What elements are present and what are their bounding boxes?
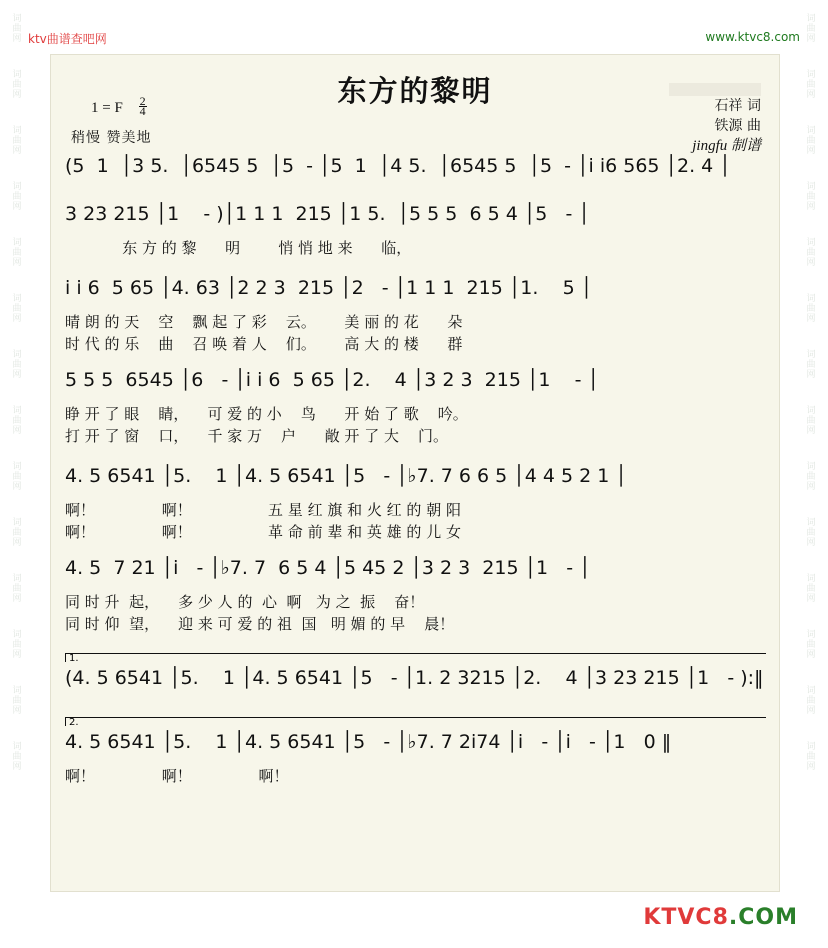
watermark-mark: 词 曲 网 — [12, 742, 22, 772]
footer-brand-text: KTVC8 — [643, 905, 729, 930]
watermark-mark: 词 曲 网 — [806, 294, 816, 324]
time-signature — [139, 94, 147, 118]
watermark-mark: 词 曲 网 — [12, 574, 22, 604]
footer-brand — [643, 905, 798, 930]
watermark-mark: 词 曲 网 — [806, 630, 816, 660]
watermark-mark: 词 曲 网 — [806, 126, 816, 156]
lyric-line-2: 时 代 的 乐 曲 召 唤 着 人 们。 高 大 的 楼 群 — [65, 335, 463, 353]
system-notes: (5 1 │3 5. │6545 5 │5 - │5 1 │4 5. │6545 5 │5 - │i i6 565 │2. 4 │ — [65, 155, 731, 177]
watermark-mark: 词 曲 网 — [12, 462, 22, 492]
music-system — [65, 369, 765, 447]
watermark-mark: 词 曲 网 — [806, 406, 816, 436]
watermark-mark: 词 曲 网 — [12, 14, 22, 44]
tempo-marking: 稍慢 赞美地 — [71, 130, 152, 146]
watermark-mark: 词 曲 网 — [806, 350, 816, 380]
lyric-line-1: 啊！ 啊！ 啊！ — [65, 767, 289, 785]
music-system — [65, 557, 765, 635]
watermark-mark: 词 曲 网 — [12, 630, 22, 660]
watermark-left — [6, 0, 28, 948]
watermark-mark: 词 曲 网 — [12, 238, 22, 268]
music-system — [65, 155, 765, 189]
system-notes: 4. 5 6541 │5. 1 │4. 5 6541 │5 - │♭7. 7 2i74 │i - │i - │1 0 ‖ — [65, 731, 672, 753]
watermark-mark: 词 曲 网 — [806, 182, 816, 212]
key-signature: 1 = F — [91, 100, 123, 116]
site-url-right: www.ktvc8.com — [705, 30, 800, 44]
site-name-left: ktv曲谱查吧网 — [28, 32, 107, 46]
song-title: 东方的黎明 — [337, 74, 493, 108]
ending-number-1: 1. — [69, 653, 79, 664]
watermark-mark: 词 曲 网 — [806, 462, 816, 492]
credit-lyricist: 石祥 词 — [714, 98, 761, 114]
system-notes: (4. 5 6541 │5. 1 │4. 5 6541 │5 - │1. 2 3215 │2. 4 │3 23 215 │1 - ):‖ — [65, 667, 764, 689]
watermark-mark: 词 曲 网 — [12, 70, 22, 100]
music-system-ending-2 — [65, 717, 765, 787]
time-denominator: 4 — [139, 104, 146, 118]
watermark-mark: 词 曲 网 — [806, 518, 816, 548]
watermark-mark: 词 曲 网 — [12, 686, 22, 716]
system-notes: 4. 5 6541 │5. 1 │4. 5 6541 │5 - │♭7. 7 6 6 5 │4 4 5 2 1 │ — [65, 465, 627, 487]
watermark-mark: 词 曲 网 — [806, 70, 816, 100]
lyric-line-2: 啊！ 啊！ 革 命 前 辈 和 英 雄 的 儿 女 — [65, 523, 461, 541]
music-system — [65, 277, 765, 355]
lyric-line-1: 睁 开 了 眼 睛， 可 爱 的 小 鸟 开 始 了 歌 吟。 — [65, 405, 468, 423]
watermark-mark: 词 曲 网 — [12, 350, 22, 380]
watermark-mark: 词 曲 网 — [12, 406, 22, 436]
lyric-line-1: 晴 朗 的 天 空 飘 起 了 彩 云。 美 丽 的 花 朵 — [65, 313, 463, 331]
watermark-right — [800, 0, 822, 948]
watermark-mark: 词 曲 网 — [12, 294, 22, 324]
watermark-mark: 词 曲 网 — [806, 14, 816, 44]
lyric-line-1: 东 方 的 黎 明 悄 悄 地 来 临， — [65, 239, 412, 257]
footer-brand-suffix: .COM — [728, 905, 798, 930]
lyric-line-1: 啊！ 啊！ 五 星 红 旗 和 火 红 的 朝 阳 — [65, 501, 461, 519]
system-notes: i i 6 5 65 │4. 63 │2 2 3 215 │2 - │1 1 1 215 │1. 5 │ — [65, 277, 593, 299]
music-system — [65, 465, 765, 543]
score-sheet — [50, 54, 780, 892]
watermark-mark: 词 曲 网 — [12, 182, 22, 212]
watermark-mark: 词 曲 网 — [806, 574, 816, 604]
music-system — [65, 203, 765, 259]
credit-composer: 铁源 曲 — [714, 118, 761, 134]
watermark-mark: 词 曲 网 — [12, 126, 22, 156]
time-numerator: 2 — [139, 94, 146, 108]
system-notes: 3 23 215 │1 - )│1 1 1 215 │1 5. │5 5 5 6 5 4 │5 - │ — [65, 203, 590, 225]
ending-number-2: 2. — [69, 717, 79, 728]
music-system-ending-1 — [65, 653, 765, 701]
redacted-bar — [669, 83, 761, 96]
lyric-line-2: 打 开 了 窗 口， 千 家 万 户 敞 开 了 大 门。 — [65, 427, 449, 445]
watermark-mark: 词 曲 网 — [12, 518, 22, 548]
watermark-mark: 词 曲 网 — [806, 686, 816, 716]
lyric-line-2: 同 时 仰 望， 迎 来 可 爱 的 祖 国 明 媚 的 早 晨！ — [65, 615, 455, 633]
credits-block — [669, 83, 761, 156]
system-notes: 5 5 5 6545 │6 - │i i 6 5 65 │2. 4 │3 2 3 215 │1 - │ — [65, 369, 599, 391]
watermark-mark: 词 曲 网 — [806, 238, 816, 268]
lyric-line-1: 同 时 升 起， 多 少 人 的 心 啊 为 之 振 奋！ — [65, 593, 425, 611]
system-notes: 4. 5 7 21 │i - │♭7. 7 6 5 4 │5 45 2 │3 2 3 215 │1 - │ — [65, 557, 591, 579]
credit-arranger: jingfu 制谱 — [692, 138, 761, 154]
key-and-meter — [91, 94, 147, 118]
watermark-mark: 词 曲 网 — [806, 742, 816, 772]
